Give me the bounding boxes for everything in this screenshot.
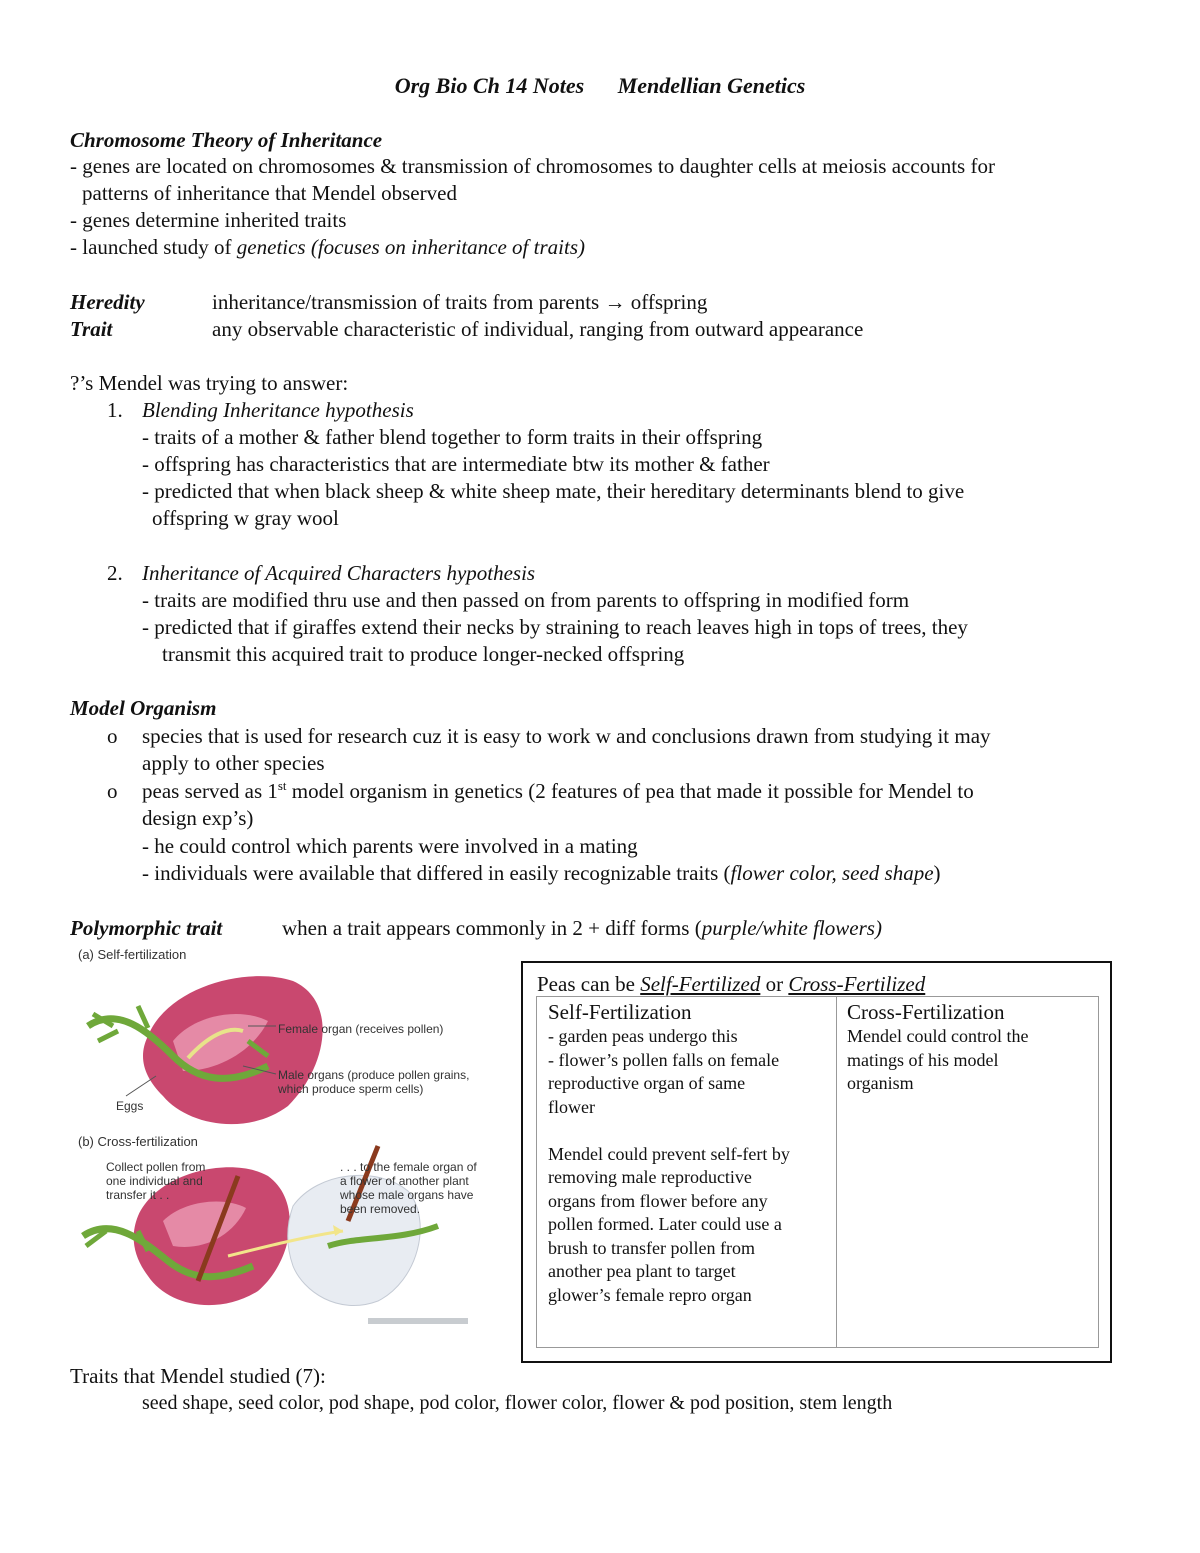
bullet-icon: o (107, 724, 118, 748)
text-plain: or (760, 972, 789, 996)
text-plain: - individuals were available that differed in easily recognizable traits ( (142, 861, 731, 885)
transfer-label-line: been removed. (340, 1202, 421, 1216)
text-plain: when a trait appears commonly in 2 + diff forms ( (282, 916, 702, 940)
collect-label-line: Collect pollen from (106, 1160, 206, 1174)
transfer-label-line: a flower of another plant (340, 1174, 469, 1188)
cross-fertilization-header: Cross-Fertilization (847, 1000, 1005, 1024)
cell-line: reproductive organ of same (548, 1073, 746, 1093)
model-organism-line: design exp’s) (142, 806, 254, 830)
female-organ-label: Female organ (receives pollen) (278, 1022, 444, 1036)
cell-line: flower (548, 1096, 595, 1117)
cell-line: glower’s female repro organ (548, 1284, 752, 1305)
cell-line: organs from flower before any (548, 1190, 768, 1211)
chromosome-theory-line: - genes determine inherited traits (70, 208, 347, 232)
cell-line: Mendel could prevent self-fert by (548, 1143, 790, 1164)
cell-line: - flower’s pollen falls on female (548, 1049, 780, 1070)
model-organism-line: - he could control which parents were involved in a mating (142, 834, 638, 858)
list-number: 2. (107, 561, 123, 585)
hypothesis-line: - offspring has characteristics that are intermediate btw its mother & father (142, 452, 770, 476)
peas-box-intro (537, 971, 925, 998)
traits-list: seed shape, seed color, pod shape, pod color, flower color, flower & pod position, stem length (142, 1392, 893, 1414)
hypothesis-title: Inheritance of Acquired Characters hypothesis (142, 561, 536, 585)
hypothesis-line: - predicted that if giraffes extend their necks by straining to reach leaves high in tops of trees, they (142, 615, 968, 639)
definition-heredity: inheritance/transmission of traits from parents → offspring (212, 290, 708, 314)
collect-label-line: one individual and (106, 1174, 203, 1188)
self-fertilization-header: Self-Fertilization (548, 1000, 692, 1024)
page-title (0, 72, 1200, 99)
table-column-divider (836, 997, 837, 1347)
text-plain: model organism in genetics (2 features of pea that made it possible for Mendel to (286, 779, 974, 803)
male-organs-label-line: which produce sperm cells) (278, 1082, 424, 1096)
definition-polymorphic-trait (282, 915, 882, 942)
list-number: 1. (107, 398, 123, 422)
model-organism-line (142, 860, 941, 887)
collect-label-line: transfer it . . (106, 1188, 170, 1202)
chromosome-theory-heading: Chromosome Theory of Inheritance (70, 128, 383, 152)
cell-line: matings of his model (847, 1049, 999, 1070)
questions-intro: ?’s Mendel was trying to answer: (70, 371, 349, 395)
genetics-definition: genetics (focuses on inheritance of traits) (236, 235, 585, 259)
text-plain: peas served as 1 (142, 779, 278, 803)
term-trait: Trait (70, 317, 113, 341)
bullet-icon: o (107, 779, 118, 803)
model-organism-line: apply to other species (142, 751, 325, 775)
superscript: st (277, 778, 287, 793)
hypothesis-line: offspring w gray wool (152, 506, 339, 530)
hypothesis-line: - traits of a mother & father blend together to form traits in their offspring (142, 425, 763, 449)
hypothesis-line: - predicted that when black sheep & white sheep mate, their hereditary determinants blend to give (142, 479, 965, 503)
transfer-label-line: whose male organs have (340, 1188, 474, 1202)
cell-line: Mendel could control the (847, 1026, 1029, 1046)
hypothesis-line: transmit this acquired trait to produce longer-necked offspring (162, 642, 685, 666)
text-plain: ) (933, 861, 941, 885)
male-organs-label-line: Male organs (produce pollen grains, (278, 1068, 470, 1082)
self-fertilized-term: Self-Fertilized (640, 972, 761, 996)
fertilization-figure (78, 946, 478, 1342)
text-plain: - launched study of (70, 235, 237, 259)
title-left: Org Bio Ch 14 Notes (394, 73, 585, 98)
definition-trait: any observable characteristic of individual, ranging from outward appearance (212, 317, 864, 341)
figure-label-a: (a) Self-fertilization (78, 947, 187, 962)
cross-fertilized-term: Cross-Fertilized (788, 972, 926, 996)
self-fertilization-cell (548, 999, 790, 1307)
text-plain: Peas can be (537, 972, 641, 996)
model-organism-heading: Model Organism (70, 696, 217, 720)
figure-label-b: (b) Cross-fertilization (78, 1134, 198, 1149)
cell-line: - garden peas undergo this (548, 1026, 738, 1046)
title-right: Mendellian Genetics (617, 73, 806, 98)
chromosome-theory-line (70, 234, 585, 261)
cell-line: another pea plant to target (548, 1261, 736, 1281)
chromosome-theory-line: patterns of inheritance that Mendel observed (82, 181, 457, 205)
cell-line: organism (847, 1073, 914, 1093)
text-italic: purple/white flowers) (701, 916, 882, 940)
model-organism-line (142, 778, 974, 805)
hypothesis-title: Blending Inheritance hypothesis (142, 398, 414, 422)
text-italic: flower color, seed shape (730, 861, 934, 885)
eggs-label: Eggs (116, 1099, 144, 1113)
term-polymorphic-trait: Polymorphic trait (70, 916, 223, 940)
cross-fertilization-cell (847, 999, 1028, 1096)
model-organism-line: species that is used for research cuz it is easy to work w and conclusions drawn from studying it may (142, 724, 991, 748)
cell-line: brush to transfer pollen from (548, 1237, 755, 1258)
term-heredity: Heredity (70, 290, 145, 314)
chromosome-theory-line: - genes are located on chromosomes & transmission of chromosomes to daughter cells at meiosis accounts for (70, 154, 995, 178)
hypothesis-line: - traits are modified thru use and then passed on from parents to offspring in modified form (142, 588, 910, 612)
traits-intro: Traits that Mendel studied (7): (70, 1364, 326, 1388)
transfer-label-line: . . . to the female organ of (340, 1160, 477, 1174)
cell-line: removing male reproductive (548, 1167, 752, 1187)
cell-line-blank (548, 1119, 790, 1143)
cell-line: pollen formed. Later could use a (548, 1214, 782, 1234)
